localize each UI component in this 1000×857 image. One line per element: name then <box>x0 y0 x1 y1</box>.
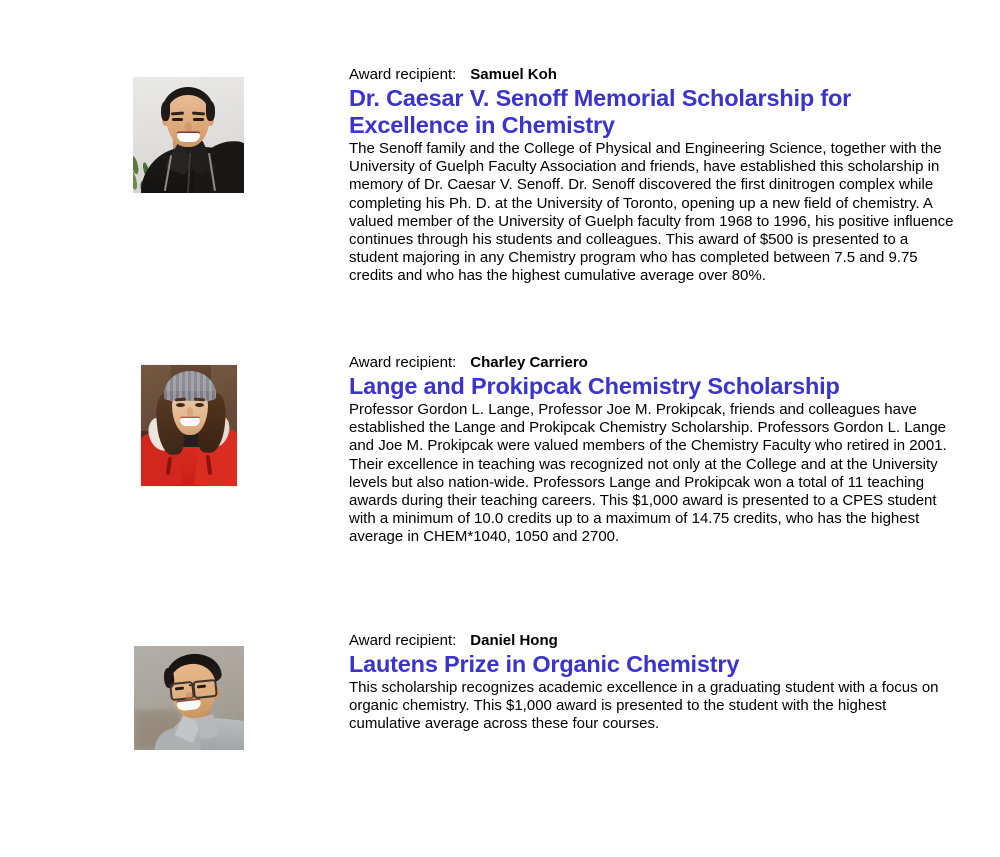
recipient-label: Award recipient: <box>349 632 457 649</box>
recipient-photo-container <box>133 77 244 193</box>
award-title: Lange and Prokipcak Chemistry Scholarship <box>349 373 840 399</box>
recipient-photo <box>134 646 244 750</box>
award-text-column <box>349 632 955 734</box>
award-description: This scholarship recognizes academic excellence in a graduating student with a focus on organic chemistry. This $1,000 award is presented to the student with the highest cumulative average across these four courses. <box>349 679 939 733</box>
recipient-label: Award recipient: <box>349 66 457 83</box>
recipient-name: Charley Carriero <box>470 354 588 371</box>
award-title: Dr. Caesar V. Senoff Memorial Scholarship for Excellence in Chemistry <box>349 85 852 138</box>
recipient-line <box>349 66 955 84</box>
recipient-photo-container <box>134 646 244 750</box>
award-description: The Senoff family and the College of Physical and Engineering Science, together with the University of Guelph Faculty Association and friends, have established this scholarship in memory of Dr. Caesar V. Senoff. Dr. Senoff discovered the first dinitrogen complex while completing his Ph. D. at the University of Toronto, opening up a new field of chemistry. A valued member of the University of Guelph faculty from 1968 to 1996, his positive influence continues through his students and colleagues. This award of $500 is presented to a student majoring in any Chemistry program who has completed between 7.5 and 9.75 credits and who has the highest cumulative average over 80%. <box>349 140 954 285</box>
recipient-line <box>349 632 955 650</box>
award-text-column <box>349 354 955 547</box>
recipient-line <box>349 354 955 372</box>
recipient-photo-container <box>140 364 238 487</box>
award-text-column <box>349 66 955 286</box>
award-title: Lautens Prize in Organic Chemistry <box>349 651 740 677</box>
recipient-photo <box>133 77 244 193</box>
recipient-photo <box>140 364 238 487</box>
recipient-name: Samuel Koh <box>470 66 557 83</box>
recipient-label: Award recipient: <box>349 354 457 371</box>
recipient-name: Daniel Hong <box>470 632 558 649</box>
award-description: Professor Gordon L. Lange, Professor Joe M. Prokipcak, friends and colleagues have established the Lange and Prokipcak Chemistry Scholarship. Professors Gordon L. Lange and Joe M. Prokipcak were valued members of the Chemistry Faculty who retired in 2001. Their excellence in teaching was recognized not only at the College and at the University levels but also nation-wide. Professors Lange and Prokipcak won a total of 11 teaching awards during their teaching careers. This $1,000 award is presented to a CPES student with a minimum of 10.0 credits up to a maximum of 14.75 credits, who has the highest average in CHEM*1040, 1050 and 2700. <box>349 401 947 546</box>
